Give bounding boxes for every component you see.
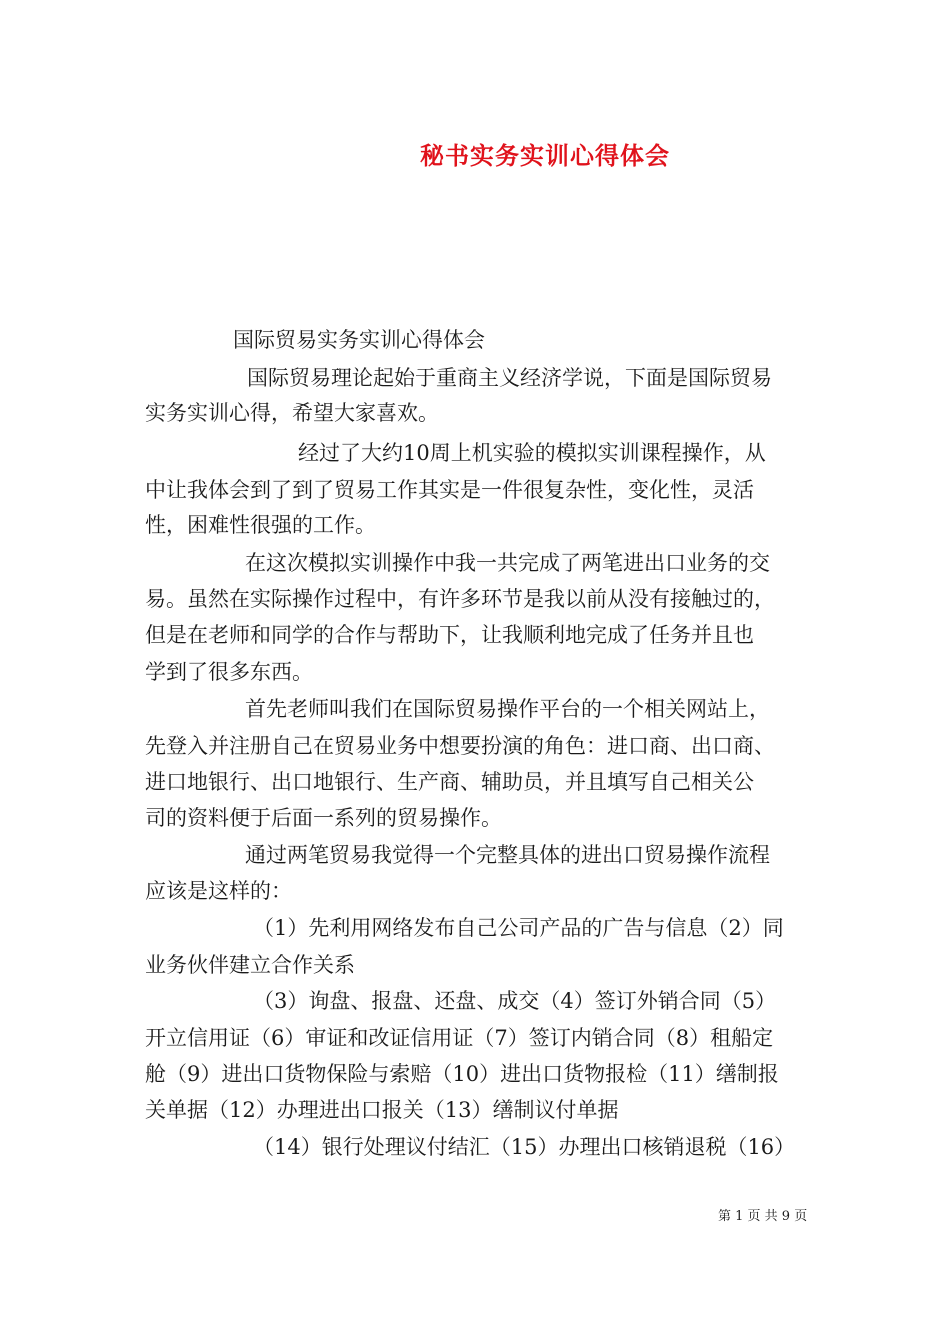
body-line: 应该是这样的： [145, 879, 292, 903]
body-line: 但是在老师和同学的合作与帮助下，让我顺利地完成了任务并且也 [145, 623, 754, 647]
body-line: （14）银行处理议付结汇（15）办理出口核销退税（16） [253, 1135, 796, 1159]
body-line: 开立信用证（6）审证和改证信用证（7）签订内销合同（8）租船定 [145, 1026, 774, 1050]
body-line: 实务实训心得，希望大家喜欢。 [145, 401, 439, 425]
body-line: 进口地银行、出口地银行、生产商、辅助员，并且填写自己相关公 [145, 770, 754, 794]
body-line: 通过两笔贸易我觉得一个完整具体的进出口贸易操作流程 [245, 843, 770, 867]
body-line: （1）先利用网络发布自己公司产品的广告与信息（2）同 [253, 916, 784, 940]
body-line: （3）询盘、报盘、还盘、成交（4）签订外销合同（5） [253, 989, 777, 1013]
body-line: 中让我体会到了到了贸易工作其实是一件很复杂性，变化性，灵活 [145, 478, 754, 502]
body-line: 先登入并注册自己在贸易业务中想要扮演的角色：进口商、出口商、 [145, 734, 775, 758]
subtitle-line: 国际贸易实务实训心得体会 [233, 328, 485, 352]
body-line: 性，困难性很强的工作。 [145, 513, 376, 537]
body-line: 国际贸易理论起始于重商主义经济学说，下面是国际贸易 [247, 366, 772, 390]
document-title: 秘书实务实训心得体会 [420, 141, 670, 170]
body-line: 易。虽然在实际操作过程中，有许多环节是我以前从没有接触过的， [145, 587, 775, 611]
page-number-footer: 第 1 页 共 9 页 [718, 1209, 808, 1224]
body-line: 舱（9）进出口货物保险与索赔（10）进出口货物报检（11）缮制报 [145, 1062, 779, 1086]
body-line: 业务伙伴建立合作关系 [145, 953, 355, 977]
body-line: 首先老师叫我们在国际贸易操作平台的一个相关网站上， [245, 697, 770, 721]
body-line: 在这次模拟实训操作中我一共完成了两笔进出口业务的交 [245, 551, 770, 575]
body-line: 学到了很多东西。 [145, 660, 313, 684]
body-line: 司的资料便于后面一系列的贸易操作。 [145, 806, 502, 830]
body-line: 经过了大约10周上机实验的模拟实训课程操作，从 [298, 441, 766, 465]
body-line: 关单据（12）办理进出口报关（13）缮制议付单据 [145, 1098, 619, 1122]
